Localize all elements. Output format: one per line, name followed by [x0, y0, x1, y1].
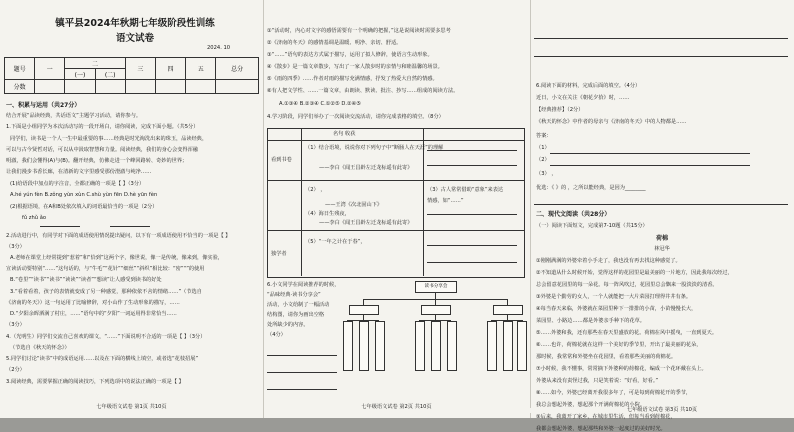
statement-6: ⑥有人把文学性、……一篇文章，由朗读、默读、批注、抄写……组成的阅读方法。 — [267, 88, 459, 94]
table-rule — [267, 230, 524, 231]
diagram-node[interactable] — [349, 305, 379, 315]
article-paragraph: 菜园里、小路边……都是外婆亲手种下的花草。 — [536, 318, 645, 324]
material-line: 近日，小文在关注《朝花夕拾》时，…… — [536, 95, 630, 101]
question-5: 5.同学们讨论“读书”中的成语运用……以及在下面的横线上填空，或者选“花枝招展” — [6, 356, 199, 362]
answer-blank[interactable] — [427, 262, 517, 263]
score-cell[interactable] — [125, 80, 155, 94]
table-cell[interactable]: （2） ， — [305, 187, 326, 193]
page-footer: 七年级语文试卷 第2页 共10页 — [361, 404, 432, 410]
answer-blank[interactable] — [427, 214, 517, 215]
table-header: 名句 收获 — [333, 131, 356, 137]
article-paragraph: ②不知道从什么时候开始，觉得这样的花园里是最美丽的一片地方，因此我每次经过， — [536, 270, 733, 276]
score-col-2: 二 — [65, 58, 125, 69]
score-header-label: 题号 — [5, 58, 35, 80]
text-line: （3分） — [6, 322, 25, 328]
diagram-leaf[interactable] — [431, 321, 441, 371]
article-paragraph: 总会留意花园里的每一朵花。每一阵风吹过，花园里总会飘来一股淡淡的清香。 — [536, 282, 718, 288]
page-2-column — [263, 0, 530, 418]
exam-date: 2024. 10 — [207, 45, 231, 51]
answer-line: （1） — [536, 145, 550, 151]
table-cell: ——李白《闻王昌龄左迁龙标遥有此寄》 — [319, 220, 413, 226]
material-heading: 【经典推荐】（2分） — [536, 107, 584, 113]
table-cell: （3）古人常常借助“意象”来表达 — [427, 187, 504, 193]
score-col-3: 三 — [125, 58, 155, 80]
sub-question: (1)给语段中加点的字注音，全都正确的一项是【 】（3分） — [10, 181, 145, 187]
answer-line: （3） ， — [536, 171, 557, 177]
question-6-line: 结构图，请你为画出空格 — [267, 312, 325, 318]
sub-question: (2)根据语境，在A和B处依次填入的词语最恰当的一项是（2分） — [10, 204, 158, 210]
diagram-node[interactable] — [493, 305, 523, 315]
diagram-leaf[interactable] — [503, 321, 513, 371]
question-2: 2.活动进行中，有同学对下面的成语使用情况提出疑问，以下有一项成语使用不恰当的一项是【 】 — [6, 233, 231, 239]
answer-blank[interactable] — [534, 204, 788, 205]
diagram-leaf[interactable] — [487, 321, 497, 371]
statement-3: ③“……”语句的表达方式属于描写，运用了拟人修辞，使语言生动形象。 — [267, 52, 433, 58]
table-cell: 情感，如“……” — [427, 198, 464, 204]
statement-2: ②《济南的冬天》的感情基调是温暖、明净、亲切、舒适。 — [267, 40, 402, 46]
table-cell: ——王湾《次北固山下》 — [325, 202, 383, 208]
page-footer: 七年级语文试卷 第1页 共10页 — [96, 404, 167, 410]
table-cell[interactable]: （4）海日生残夜， — [305, 211, 350, 217]
text-line: 结合开展“品读经典，共话语文”主题学习活动，请你参与。 — [6, 113, 142, 119]
passage-line: 可以与古今贤哲对话，可以从中汲取智慧和力量。阅读经典，我们的身心会变得浑融 — [6, 147, 198, 153]
article-paragraph: 我都会想起外婆，想起那些和外婆一起度过的美好时光。 — [536, 426, 666, 432]
score-row-label: 分数 — [5, 80, 35, 94]
passage-line: 让我们漫步书香长廊，在清新的文字里感受那份澄澈与纯净…… — [6, 169, 152, 175]
answer-line: 优选：《 》的 ，之所以能经典，是因为________ — [536, 185, 646, 191]
answer-blank[interactable] — [267, 389, 337, 390]
answer-blank[interactable] — [40, 226, 80, 227]
question-6-line: 处所缺少的内容。 — [267, 322, 309, 328]
answer-blank[interactable] — [534, 38, 788, 39]
score-col-2b: (二) — [95, 69, 125, 80]
table-rule — [267, 180, 524, 181]
option-c: 3.“看着看着，孩子的表情就变成了另一种感觉，那种依依不舍的情绪……”（节选自 — [10, 289, 202, 295]
table-col-rule — [301, 128, 302, 276]
passage-line: 同学们，读书是一个人一生中最重要的事……经典是时光淘洗出来的珠玉，品读经典， — [10, 136, 208, 142]
statement-1: ①“活动时，内心对文字的感悟需要有一个明确的把握，”这是说阅读时需要多思考 — [267, 28, 451, 34]
option-a: A.老师在课堂上经常提到“惹着”和“恰到”这两个字，像世说，像一是传统，像来到，像实验， — [10, 255, 223, 261]
answer-blank[interactable] — [267, 372, 337, 373]
text-line: （3分） — [6, 244, 25, 250]
page-3-column — [530, 0, 794, 432]
statement-5: ⑤《雨的四季》……作者对雨的描写充满情感，抒发了热爱大自然的情感。 — [267, 76, 438, 82]
diagram-leaf[interactable] — [375, 321, 385, 371]
answer-blank[interactable] — [427, 245, 517, 246]
exam-title: 镇平县2024年秋期七年级阶段性训练 — [55, 18, 215, 29]
article-paragraph: 那时候，我常常和外婆坐在花园里，看着那些美丽的荷棉花。 — [536, 354, 677, 360]
passage-line: 明澈，我们会懂得(A)与(B)。翻开经典，仿佛走进一个峰回路转、奇妙的世界； — [6, 158, 188, 164]
score-col-5: 五 — [186, 58, 216, 80]
table-cell: ——李白《闻王昌龄左迁龙标遥有此寄》 — [319, 165, 413, 171]
question-6-score: （4分） — [267, 332, 286, 338]
diagram-leaf[interactable] — [447, 321, 457, 371]
score-col-1: 一 — [35, 58, 65, 80]
question-1: 1.下面是小组同学为本次活动写的一段开场白，请你阅读，完成下面小题。（共5分） — [6, 124, 199, 130]
diagram-leaf[interactable] — [359, 321, 369, 371]
text-line: 《济南的冬天》）这一句运用了比喻修辞，对小山作了生动形象的描写，…… — [6, 300, 180, 306]
question-4-prompt: 4.学习阶段，同学们举办了一次阅读交流活动，请你完成表格的填空。（8分） — [267, 114, 444, 120]
score-cell[interactable] — [216, 80, 259, 94]
question-3: 3.阅读经典，需要掌握正确的阅读技巧，下列选项中的说法正确的一项是【 】 — [6, 379, 184, 385]
diagram-connector — [435, 292, 436, 299]
pinyin-line: fǔ zhǔ ǎo — [22, 215, 47, 221]
score-cell[interactable] — [35, 80, 65, 94]
table-cell: （1）结合语境，说说你对下列句子中“断肠人在天涯”的理解 — [305, 145, 444, 151]
answer-line: （2） — [536, 157, 550, 163]
answer-blank[interactable] — [550, 165, 750, 166]
score-cell[interactable] — [186, 80, 216, 94]
answer-blank[interactable] — [267, 355, 337, 356]
table-cell[interactable]: （5）“一年之计在于春”， — [305, 239, 366, 245]
diagram-leaf[interactable] — [343, 321, 353, 371]
table-row-label: 看到书卷 — [271, 157, 292, 163]
page-footer: 七年级语文试卷 第3页 共10页 — [530, 408, 794, 413]
question-4: 4.（光明生）同学们交流自己喜欢的课文，“……”下面说明不合适的一项是【 】（3分） — [6, 334, 206, 340]
score-total: 总分 — [216, 58, 259, 80]
article-paragraph: ③外婆是个勤劳的女人，一个人就能把一大片菜园打理得井井有条。 — [536, 294, 692, 300]
score-table — [4, 57, 259, 94]
page-1-column — [0, 0, 263, 418]
statement-4: ④《散步》是一篇文章散步，写出了一家人散步时的亲情与和睦温馨的场景。 — [267, 64, 443, 70]
article-author: 林冠华 — [654, 246, 670, 252]
text-line: 宣读活动要特别“……”这句话的，与“牛毛”“花针”“细丝”“斜织”相比较：“密”“”的使用 — [6, 266, 205, 272]
answer-blank[interactable] — [550, 153, 750, 154]
diagram-node[interactable] — [421, 305, 451, 315]
answer-blank[interactable] — [427, 150, 517, 151]
answer-options: A.①③④ B.②③④ C.①②⑤ D.②④⑤ — [279, 101, 361, 107]
table-rule — [267, 140, 524, 141]
answer-label: 答案： — [536, 133, 552, 139]
article-paragraph: ④每当春天来临，外婆就在菜园里种下一排排的小苗，小苗慢慢长大， — [536, 306, 697, 312]
score-cell[interactable] — [65, 80, 95, 94]
option-d: D.“夕阳余晖洒满了村庄，……”语句中的“夕阳”一词运用得非常恰当…… — [10, 311, 177, 317]
score-cell[interactable] — [95, 80, 125, 94]
diagram-leaf[interactable] — [517, 321, 527, 371]
article-paragraph: ⑦小时候，我不懂事，常常摘下外婆种的荷棉花，编成一个花环戴在头上。 — [536, 366, 707, 372]
article-paragraph: ⑧……如今，外婆已经离开我很多年了，可是每到荷棉花开的季节， — [536, 390, 692, 396]
section-heading: 二、现代文阅读（共28分） — [536, 211, 611, 218]
question-6: 6.小文同学在阅读推荐的时候， — [267, 282, 340, 288]
article-paragraph: 我总会想起外婆，想起那个开满荷棉花的小院。 — [536, 402, 645, 408]
reading-instruction: （一）阅读下面短文，完成第7-10题（共15分） — [536, 223, 648, 229]
article-paragraph: ⑤……外婆和我，还有那些在春天里盛放的花。荷棉在风中摇曳，一直到夏天。 — [536, 330, 718, 336]
text-line: （2分） — [6, 367, 25, 373]
score-cell[interactable] — [155, 80, 185, 94]
question-6-material: 6.阅读下面的材料，完成后面的填空。（4分） — [536, 83, 641, 89]
article-title: 荷棉 — [655, 235, 668, 242]
article-paragraph: ⑥……也许，荷棉花就在这样一个美好的季节里，开出了最美丽的花朵， — [536, 342, 702, 348]
score-col-2a: (一) — [65, 69, 95, 80]
question-6-line: “品味经典·读书分享会” — [267, 292, 321, 298]
answer-blank[interactable] — [534, 56, 788, 57]
text-line: （节选自《秋天的怀念》） — [10, 345, 70, 351]
exam-subtitle: 语文试卷 — [115, 33, 154, 44]
table-row-label: 独学者 — [271, 251, 287, 257]
score-col-4: 四 — [155, 58, 185, 80]
article-paragraph: ⑨后来，我离开了家乡，在城市里生活，但每当看到荷棉花， — [536, 414, 676, 420]
answer-blank[interactable] — [427, 165, 517, 166]
question-6-line: 活动，小文给制了一幅活动 — [267, 302, 330, 308]
options-line: A.hé yún fèn B.zǒng yùn xùn C.shù yùn fēn D.hè yūn fèn — [10, 192, 158, 198]
material-line: 《秋天的怀念》中作者的母亲与《济南的冬天》中的人物都是…… — [536, 119, 687, 125]
section-heading: 一、积累与运用（共27分） — [6, 102, 81, 109]
article-paragraph: 外婆从来没有责怪过我，只是笑着说：“好看，好看。” — [536, 378, 659, 384]
option-b: B.“卷里”“读书”“读书”“读读”“读者”“想读”让人感受到读书的好处 — [10, 277, 162, 283]
diagram-leaf[interactable] — [415, 321, 425, 371]
diagram-root: 读书分享会 — [415, 281, 457, 293]
article-paragraph: ①刚刚满满的外婆牵着小手走了，我也没有再去找这种感觉了。 — [536, 258, 681, 264]
answer-blank[interactable] — [110, 226, 150, 227]
